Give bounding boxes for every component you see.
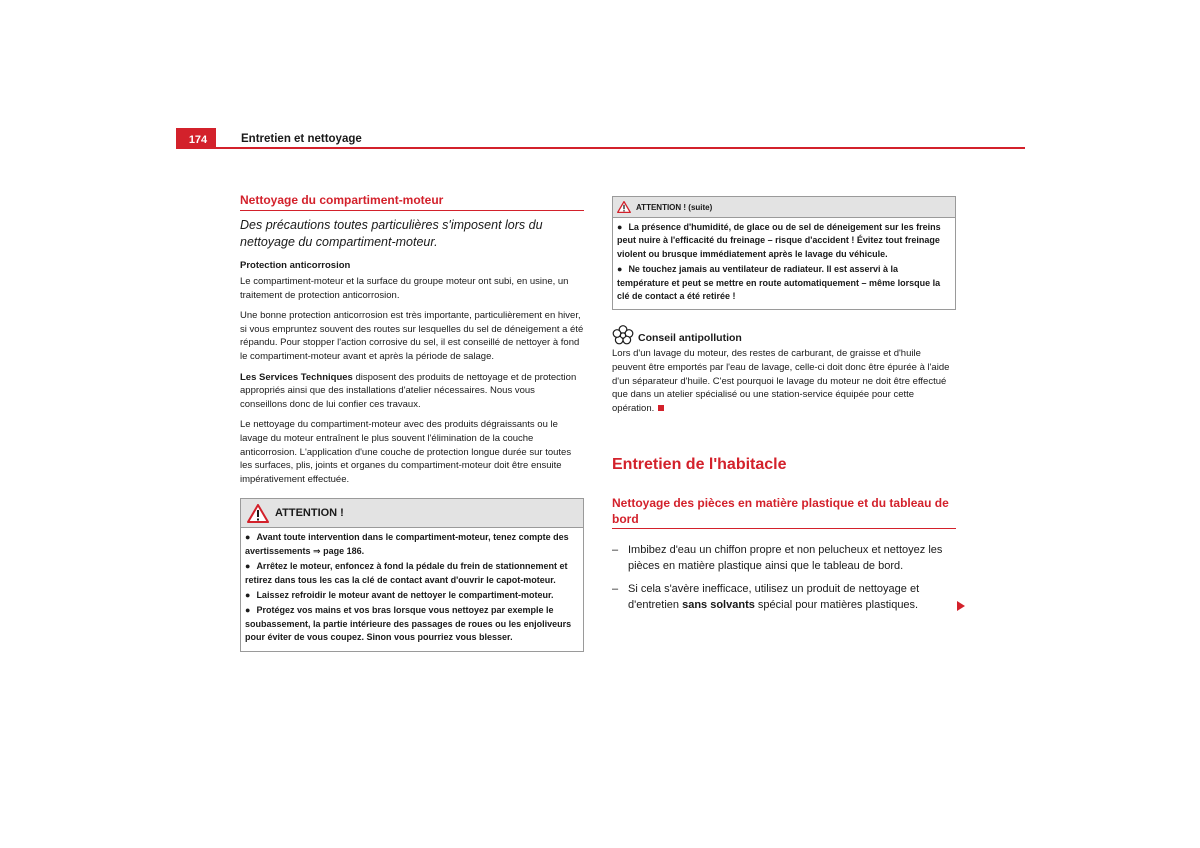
warning-item-text: Ne touchez jamais au ventilateur de radiateur. Il est asservi à la température et peut se mettre en route automatiquement – même lorsque la clé de contact a été retirée !: [617, 264, 941, 302]
bullet-icon: ●: [617, 264, 623, 275]
paragraph: Une bonne protection anticorrosion est très importante, particulièrement en hiver, si vous empruntez souvent des routes sur lesquelles du sel de déneigement a été répandu. Pour stopper l'action corrosive du sel, il est conseillé de nettoyer à fond le compartiment-moteur avant et après la période de salage.: [240, 310, 584, 362]
step-text-part: Si cela s'avère inefficace, utilisez un produit de nettoyage et d'entretien: [628, 583, 920, 611]
section-title-plastics: Nettoyage des pièces en matière plastique et du tableau de bord: [612, 495, 956, 529]
step-text-part: spécial pour matières plastiques.: [754, 598, 919, 611]
warning-item: [245, 531, 579, 558]
warning-item: [245, 604, 579, 644]
warning-item: [245, 560, 579, 587]
warning-item: [245, 589, 579, 602]
bullet-icon: ●: [245, 532, 251, 543]
next-page-arrow-icon: [957, 601, 965, 611]
left-column: [240, 192, 584, 652]
step-text: [628, 582, 956, 613]
warning-body: [241, 528, 583, 650]
warning-header: [241, 499, 583, 528]
warning-item: [617, 221, 951, 261]
warning-item-text: Protégez vos mains et vos bras lorsque vous nettoyez par exemple le soubassement, la partie intérieure des passages de roues ou les enjoliveurs pour éviter de vous coupez. Sinon vous pourriez vous blesser.: [245, 605, 572, 643]
steps-list: [612, 543, 956, 613]
step-dash: –: [612, 544, 619, 557]
warning-triangle-icon: [247, 504, 269, 523]
eco-tip: [612, 325, 956, 415]
eco-tip-paragraph: [612, 347, 956, 415]
bullet-icon: ●: [617, 222, 623, 232]
warning-triangle-icon: [617, 201, 631, 213]
right-column: [612, 196, 956, 621]
bullet-icon: ●: [245, 589, 251, 600]
warning-item-text: Arrêtez le moteur, enfoncez à fond la pédale du frein de stationnement et retirez dans tous les cas la clé de contact avant d'ouvrir le capot-moteur.: [245, 561, 568, 585]
warning-item-text: La présence d'humidité, de glace ou de sel de déneigement sur les freins peut nuire à l'efficacité du freinage – risque d'accident ! Évitez tout freinage violent ou brusque immédiatement après le lavage du véhicule.: [617, 222, 941, 259]
step-text-bold: sans solvants: [682, 598, 755, 611]
paragraph: [240, 371, 584, 412]
step-dash: –: [612, 583, 619, 596]
eco-tip-header: [612, 325, 956, 345]
warning-box: [240, 498, 584, 651]
paragraph: Le compartiment-moteur et la surface du groupe moteur ont subi, en usine, un traitement de protection anticorrosion.: [240, 276, 569, 301]
subheading-anticorrosion: Protection anticorrosion: [240, 260, 351, 271]
eco-tip-text: Lors d'un lavage du moteur, des restes de carburant, de graisse et d'huile peuvent être emportés par l'eau de lavage, celle-ci doit donc être épurée à l'aide d'un séparateur d'huile. C'est pourquoi le lavage du moteur ne doit être effectué que dans un atelier spécialisé ou une station-service équipée pour cette opération.: [612, 348, 950, 414]
step-item: [612, 582, 956, 613]
flower-icon: [612, 325, 634, 345]
warning-label: ATTENTION ! (suite): [636, 202, 713, 212]
warning-item-text: Laissez refroidir le moteur avant de nettoyer le compartiment-moteur.: [256, 589, 554, 600]
warning-body: [613, 218, 955, 309]
chapter-title: Entretien et nettoyage: [241, 133, 362, 145]
paragraph-text: disposent des produits de nettoyage et de protection appropriés ainsi que des installations d'atelier nécessaires. Nous vous conseillons donc de lui confier ces travaux.: [240, 371, 577, 410]
section-title-engine: Nettoyage du compartiment-moteur: [240, 192, 584, 211]
header-rule: [176, 147, 1025, 149]
bullet-icon: ●: [245, 605, 251, 616]
warning-header: [613, 197, 955, 218]
warning-item: [617, 263, 951, 303]
step-item: [612, 543, 956, 574]
warning-item-text: Avant toute intervention dans le compartiment-moteur, tenez compte des avertissements ⇒ page 186.: [245, 532, 569, 556]
page-number: 174: [176, 128, 216, 148]
bold-term: Les Services Techniques: [240, 371, 353, 383]
section-intro: Des précautions toutes particulières s'imposent lors du nettoyage du compartiment-moteur.: [240, 218, 543, 249]
bullet-icon: ●: [245, 561, 251, 572]
end-square-icon: [658, 405, 664, 411]
warning-label: ATTENTION !: [275, 507, 344, 520]
eco-tip-title: Conseil antipollution: [638, 332, 742, 345]
paragraph: Le nettoyage du compartiment-moteur avec des produits dégraissants ou le lavage du moteur entraînent le plus souvent l'élimination de la couche anticorrosion. L'application d'une couche de protection longue durée sur toutes les surfaces, plis, joints et organes du compartiment-moteur doit être ensuite impérativement effectuée.: [240, 419, 572, 485]
chapter-heading: Entretien de l'habitacle: [612, 456, 787, 474]
warning-box-continued: [612, 196, 956, 310]
step-text: Imbibez d'eau un chiffon propre et non pelucheux et nettoyez les pièces en matière plastique ainsi que le tableau de bord.: [628, 544, 943, 572]
